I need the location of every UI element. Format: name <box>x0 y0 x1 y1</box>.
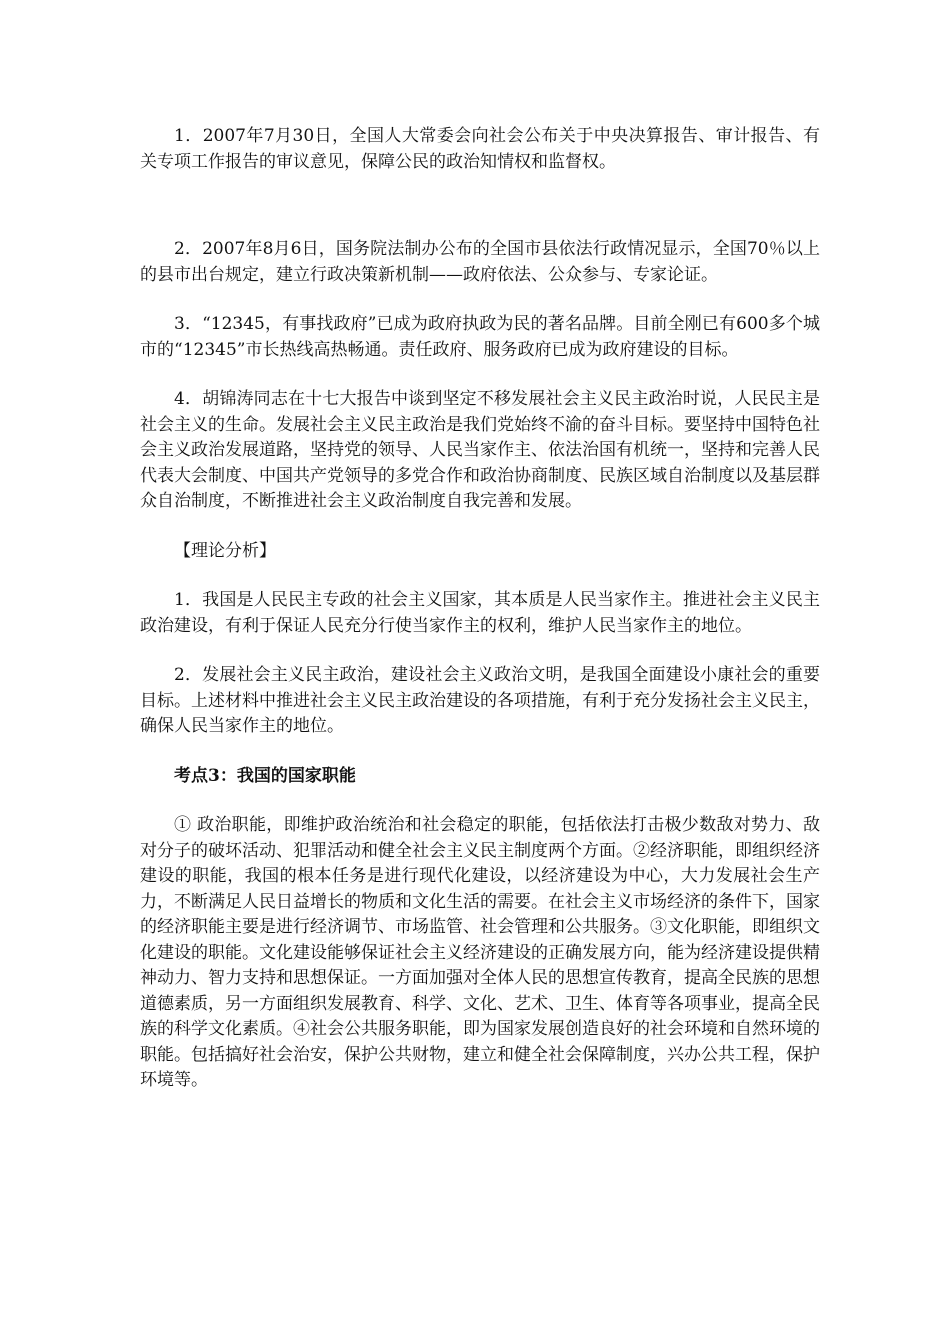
analysis-paragraph-1: 1．我国是人民民主专政的社会主义国家，其本质是人民当家作主。推进社会主义民主政治建设，有利于保证人民充分行使当家作主的权利，维护人民当家作主的地位。 <box>140 590 820 636</box>
analysis-heading: 【理论分析】 <box>174 540 276 561</box>
section-body: ① 政治职能，即维护政治统治和社会稳定的职能，包括依法打击极少数敌对势力、敌对分子的破坏活动、犯罪活动和健全社会主义民主制度两个方面。②经济职能，即组织经济建设的职能，我国的根本任务是进行现代化建设，以经济建设为中心，大力发展社会生产力，不断满足人民日益增长的物质和文化生活的需要。在社会主义市场经济的条件下，国家的经济职能主要是进行经济调节、市场监管、社会管理和公共服务。③文化职能，即组织文化建设的职能。文化建设能够保证社会主义经济建设的正确发展方向，能为经济建设提供精神动力、智力支持和思想保证。一方面加强对全体人民的思想宣传教育，提高全民族的思想道德素质，另一方面组织发展教育、科学、文化、艺术、卫生、体育等各项事业，提高全民族的科学文化素质。④社会公共服务职能，即为国家发展创造良好的社会环境和自然环境的职能。包括搞好社会治安，保护公共财物，建立和健全社会保障制度，兴办公共工程，保护环境等。 <box>140 815 820 1090</box>
paragraph-2: 2．2007年8月6日，国务院法制办公布的全国市县依法行政情况显示，全国70％以上的县市出台规定，建立行政决策新机制——政府依法、公众参与、专家论证。 <box>140 239 820 285</box>
analysis-paragraph-2: 2．发展社会主义民主政治，建设社会主义政治文明，是我国全面建设小康社会的重要目标。上述材料中推进社会主义民主政治建设的各项措施，有利于充分发扬社会主义民主，确保人民当家作主的地位。 <box>140 665 820 736</box>
document-page <box>140 124 820 1094</box>
paragraph-4: 4．胡锦涛同志在十七大报告中谈到坚定不移发展社会主义民主政治时说，人民民主是社会主义的生命。发展社会主义民主政治是我们党始终不渝的奋斗目标。要坚持中国特色社会主义政治发展道路，坚持党的领导、人民当家作主、依法治国有机统一，坚持和完善人民代表大会制度、中国共产党领导的多党合作和政治协商制度、民族区域自治制度以及基层群众自治制度，不断推进社会主义政治制度自我完善和发展。 <box>140 389 820 511</box>
paragraph-1: 1．2007年7月30日，全国人大常委会向社会公布关于中央决算报告、审计报告、有关专项工作报告的审议意见，保障公民的政治知情权和监督权。 <box>140 126 820 172</box>
paragraph-3: 3．“12345，有事找政府”已成为政府执政为民的著名品牌。目前全刚已有600多个城市的“12345”市长热线高热畅通。责任政府、服务政府已成为政府建设的目标。 <box>140 314 820 360</box>
section-heading: 考点3：我国的国家职能 <box>174 765 356 786</box>
